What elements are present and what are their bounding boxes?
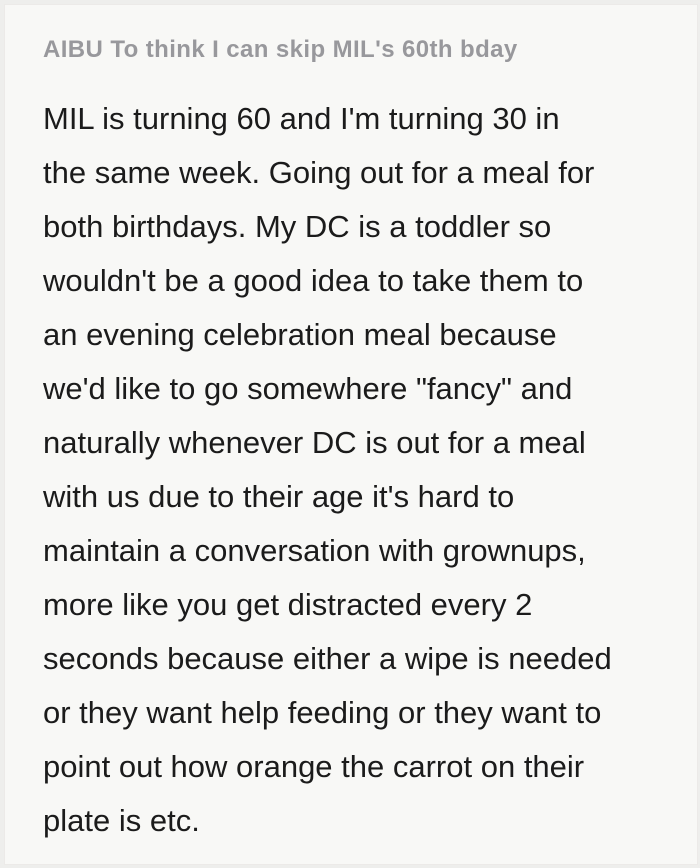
thread-title: AIBU To think I can skip MIL's 60th bday (43, 36, 518, 63)
post-body (43, 92, 659, 848)
post-body-line: wouldn't be a good idea to take them to (43, 263, 584, 298)
post-body-line: point out how orange the carrot on their (43, 749, 585, 784)
post-body-line: an evening celebration meal because (43, 317, 557, 352)
post-body-line: or they want help feeding or they want to (43, 695, 602, 730)
post-card (4, 4, 698, 865)
post-body-line: the same week. Going out for a meal for (43, 155, 595, 190)
post-body-line: maintain a conversation with grownups, (43, 533, 586, 568)
post-body-line: seconds because either a wipe is needed (43, 641, 612, 676)
post-body-line: more like you get distracted every 2 (43, 587, 533, 622)
post-body-line: naturally whenever DC is out for a meal (43, 425, 586, 460)
post-body-line: both birthdays. My DC is a toddler so (43, 209, 552, 244)
post-body-line: plate is etc. (43, 803, 200, 838)
post-body-line: with us due to their age it's hard to (43, 479, 515, 514)
post-body-line: we'd like to go somewhere "fancy" and (43, 371, 573, 406)
post-body-line: MIL is turning 60 and I'm turning 30 in (43, 101, 560, 136)
